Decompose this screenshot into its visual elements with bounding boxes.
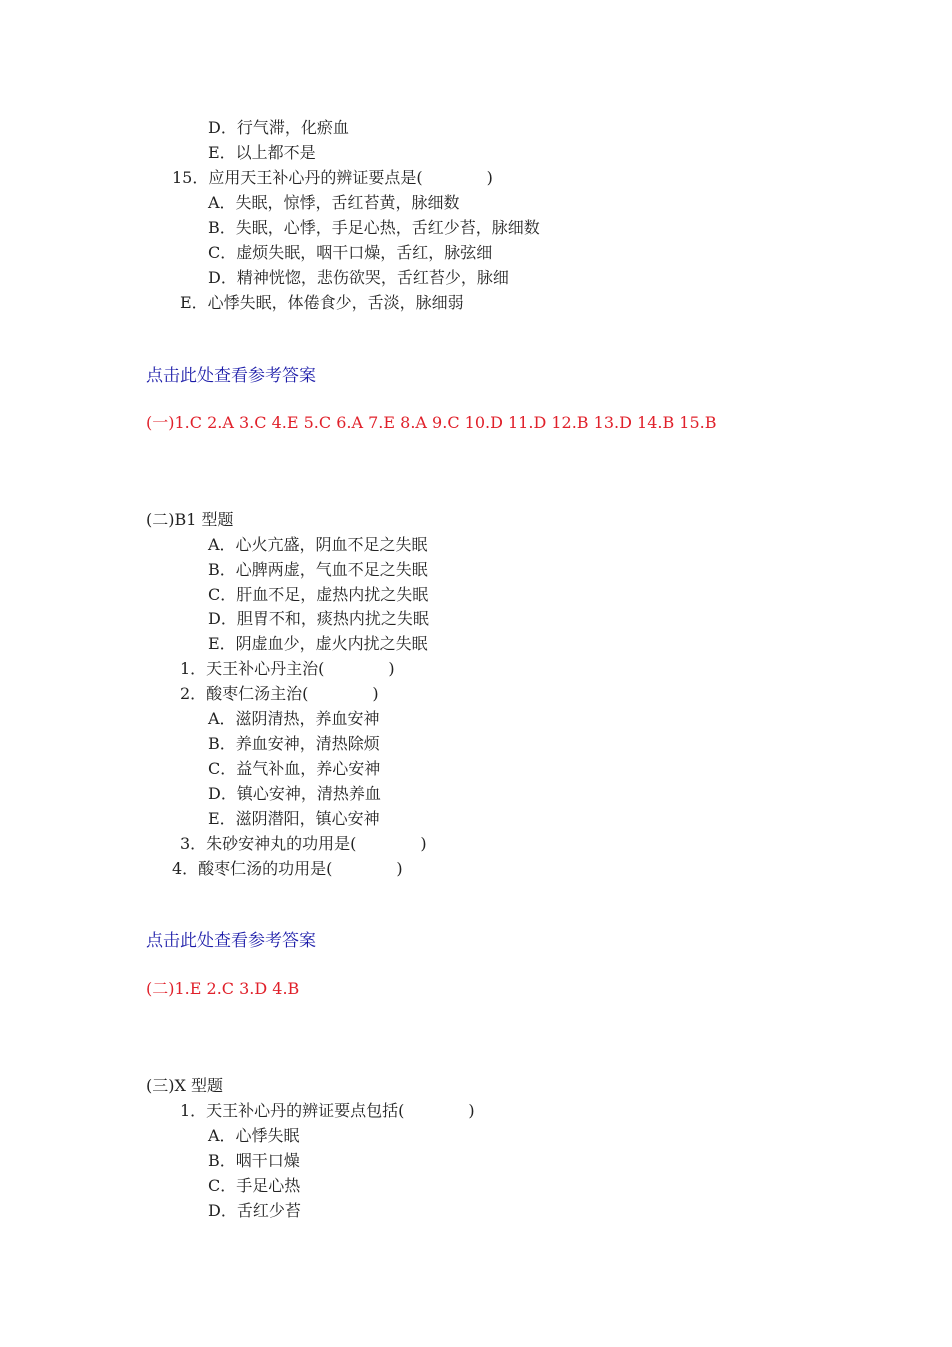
q14-option-d: D．行气滞，化瘀血	[208, 118, 349, 137]
answers-part2: (二)1.E 2.C 3.D 4.B	[146, 979, 300, 998]
part3-q1-option-b: B．咽干口燥	[208, 1151, 300, 1170]
part2-group2-option-d: D．镇心安神，清热养血	[208, 784, 381, 803]
part2-group1-option-b: B．心脾两虚，气血不足之失眠	[208, 560, 428, 579]
part3-heading: (三)X 型题	[146, 1076, 223, 1095]
answers-part1: (一)1.C 2.A 3.C 4.E 5.C 6.A 7.E 8.A 9.C 10.D 11.D 12.B 13.D 14.B 15.B	[146, 413, 717, 432]
q14-option-e: E．以上都不是	[208, 143, 316, 162]
part2-group1-option-c: C．肝血不足，虚热内扰之失眠	[208, 585, 429, 604]
part2-group2-option-e: E．滋阴潜阳，镇心安神	[208, 809, 380, 828]
part2-q2: 2．酸枣仁汤主治( )	[180, 684, 379, 703]
part2-group2-option-c: C．益气补血，养心安神	[208, 759, 381, 778]
part3-q1-option-c: C．手足心热	[208, 1176, 301, 1195]
q15-option-a: A．失眠，惊悸，舌红苔黄，脉细数	[208, 193, 460, 212]
part3-q1-option-a: A．心悸失眠	[208, 1126, 300, 1145]
part3-q1-option-d: D．舌红少苔	[208, 1201, 301, 1220]
part2-group2-option-a: A．滋阴清热，养血安神	[208, 709, 380, 728]
part2-heading: (二)B1 型题	[146, 510, 234, 529]
q15-option-e: E．心悸失眠，体倦食少，舌淡，脉细弱	[180, 293, 464, 312]
view-answer-link-2[interactable]: 点击此处查看参考答案	[146, 931, 316, 951]
part2-group1-option-a: A．心火亢盛，阴血不足之失眠	[208, 535, 428, 554]
part2-q1: 1．天王补心丹主治( )	[180, 659, 395, 678]
part2-q3: 3．朱砂安神丸的功用是( )	[180, 834, 427, 853]
part2-q4: 4．酸枣仁汤的功用是( )	[172, 859, 403, 878]
part3-q1: 1．天王补心丹的辨证要点包括( )	[180, 1101, 475, 1120]
part2-group1-option-d: D．胆胃不和，痰热内扰之失眠	[208, 609, 429, 628]
view-answer-link-1[interactable]: 点击此处查看参考答案	[146, 366, 316, 386]
part2-group1-option-e: E．阴虚血少，虚火内扰之失眠	[208, 634, 428, 653]
q15-option-c: C．虚烦失眠，咽干口燥，舌红，脉弦细	[208, 243, 493, 262]
part2-group2-option-b: B．养血安神，清热除烦	[208, 734, 380, 753]
q15-stem: 15．应用天王补心丹的辨证要点是( )	[172, 168, 493, 187]
q15-option-b: B．失眠，心悸，手足心热，舌红少苔，脉细数	[208, 218, 540, 237]
q15-option-d: D．精神恍惚，悲伤欲哭，舌红苔少，脉细	[208, 268, 509, 287]
